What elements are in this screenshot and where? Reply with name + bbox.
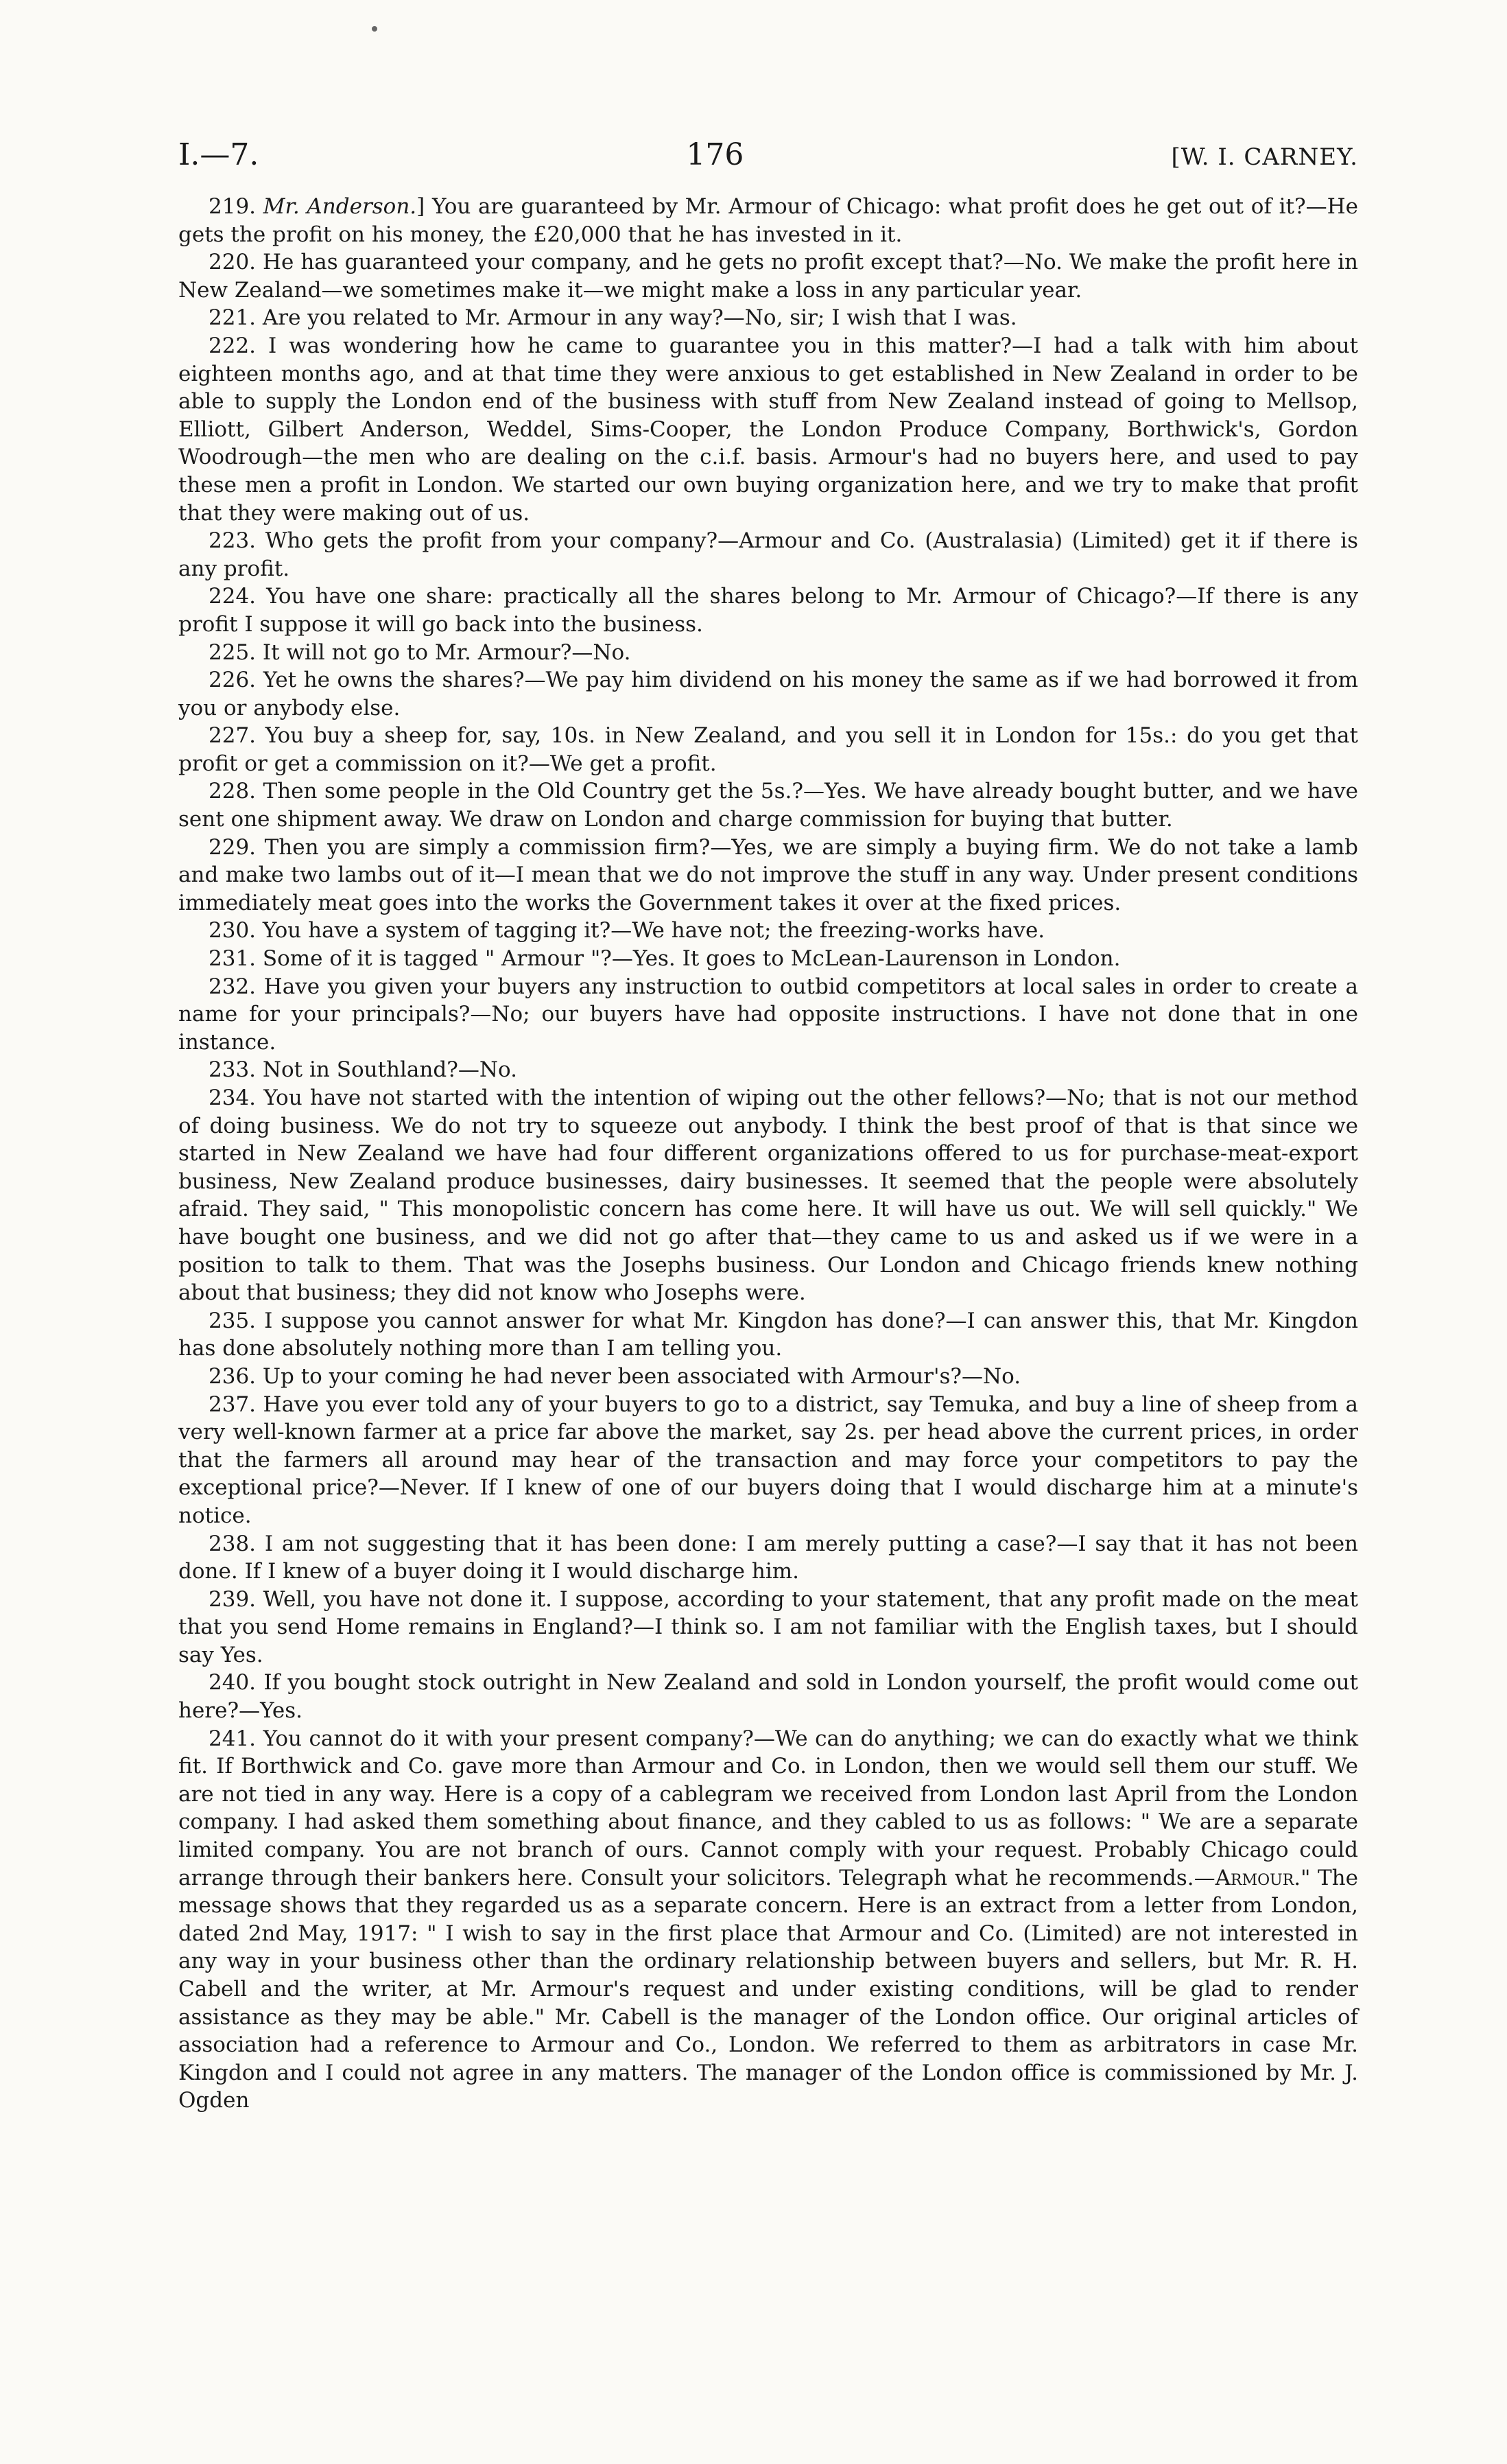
paragraph-228: 228. Then some people in the Old Country get the 5s.?—Yes. We have already bought butter, and we have sent one shipment away. We draw on London and charge commission for buying that butter. <box>178 779 1358 832</box>
paragraph-220: 220. He has guaranteed your company, and he gets no profit except that?—No. We make the profit here in New Zealand—we sometimes make it—we might make a loss in any particular year. <box>178 250 1358 303</box>
paragraph-238: 238. I am not suggesting that it has been done: I am merely putting a case?—I say that it has not been done. If I knew of a buyer doing it I would discharge him. <box>178 1531 1358 1584</box>
paragraph-239: 239. Well, you have not done it. I suppose, according to your statement, that any profit made on the meat that you send Home remains in England?—I think so. I am not familiar with the English taxes, but I should say Yes. <box>178 1586 1358 1667</box>
page-number: 176 <box>686 137 744 172</box>
paragraph-231: 231. Some of it is tagged " Armour "?—Yes. It goes to McLean-Laurenson in London. <box>209 946 1121 972</box>
paragraph-237: 237. Have you ever told any of your buyers to go to a district, say Temuka, and buy a line of sheep from a very well-known farmer at a price far above the market, say 2s. per head above the current prices, in order that the farmers all around may hear of the transaction and may force your competitors to pay the exceptional price?—Never. If I knew of one of our buyers doing that I would discharge him at a minute's notice. <box>178 1392 1358 1528</box>
testimony-body <box>178 193 1358 2115</box>
paragraph-240: 240. If you bought stock outright in New Zealand and sold in London yourself, the profit would come out here?—Yes. <box>178 1670 1358 1724</box>
speaker-name: Mr. Anderson. <box>263 194 417 219</box>
paragraph-241 <box>178 1725 1358 2115</box>
paragraph-227: 227. You buy a sheep for, say, 10s. in New Zealand, and you sell it in London for 15s.: do you get that profit or get a commission on it?—We get a profit. <box>178 723 1358 776</box>
paragraph-221: 221. Are you related to Mr. Armour in any way?—No, sir; I wish that I was. <box>209 305 1017 331</box>
page-header <box>178 137 1358 172</box>
paragraph-text: ] You are guaranteed by Mr. Armour of Chicago: what profit does he get out of it?—He gets the profit on his money, the £20,000 that he has invested in it. <box>178 194 1358 247</box>
paragraph-236: 236. Up to your coming he had never been associated with Armour's?—No. <box>209 1363 1021 1389</box>
stray-ink-mark <box>372 26 377 32</box>
question-number: 219. <box>209 194 263 219</box>
paragraph-234: 234. You have not started with the intention of wiping out the other fellows?—No; that is not our method of doing business. We do not try to squeeze out anybody. I think the best proof of that is that since we started in New Zealand we have had four different organizations offered to us for purchase-meat-export business, New Zealand produce businesses, dairy businesses. It seemed that the people were absolutely afraid. They said, " This monopolistic concern has come here. It will have us out. We will sell quickly." We have bought one business, and we did not go after that—they came to us and asked us if we were in a position to talk to them. That was the Josephs business. Our London and Chicago friends knew nothing about that business; they did not know who Josephs were. <box>178 1086 1358 1306</box>
document-page <box>178 137 1358 2115</box>
paragraph-226: 226. Yet he owns the shares?—We pay him dividend on his money the same as if we had borrowed it from you or anybody else. <box>178 668 1358 720</box>
paragraph-text-lead: 241. You cannot do it with your present company?—We can do anything; we can do exactly what we think fit. If Borthwick and Co. gave more than Armour and Co. in London, then we would sell them our stuff. We are not tied in any way. Here is a copy of a cablegram we received from London last April from the London company. I had asked them something about finance, and they cabled to us as follows: " We are a separate limited company. You are not branch of ours. Cannot comply with your request. Probably Chicago could arrange through their bankers here. Consult your solicitors. Telegraph what he recommends.— <box>178 1726 1358 1890</box>
paragraph-230: 230. You have a system of tagging it?—We have not; the freezing-works have. <box>209 918 1045 943</box>
paragraph-text: ." The message shows that they regarded us as a separate concern. Here is an extract from a letter from London, dated 2nd May, 1917: " I wish to say in the first place that Armour and Co. (Limited) are not interested in any way in your business other than the ordinary relationship between buyers and sellers, but Mr. R. H. Cabell and the writer, at Mr. Armour's request and under existing conditions, will be glad to render assistance as they may be able." Mr. Cabell is the manager of the London office. Our original articles of association had a reference to Armour and Co., London. We referred to them as arbitrators in case Mr. Kingdon and I could not agree in any matters. The manager of the London office is commissioned by Mr. J. Ogden <box>178 1865 1358 2113</box>
paragraph-232: 232. Have you given your buyers any instruction to outbid competitors at local sales in order to create a name for your principals?—No; our buyers have had opposite instructions. I have not done that in one instance. <box>178 974 1358 1055</box>
paragraph-219 <box>178 193 1358 248</box>
witness-name: [W. I. CARNEY. <box>1171 143 1358 171</box>
paragraph-224: 224. You have one share: practically all the shares belong to Mr. Armour of Chicago?—If there is any profit I suppose it will go back into the business. <box>178 584 1358 637</box>
paragraph-223: 223. Who gets the profit from your company?—Armour and Co. (Australasia) (Limited) get it if there is any profit. <box>178 528 1358 581</box>
paragraph-229: 229. Then you are simply a commission firm?—Yes, we are simply a buying firm. We do not take a lamb and make two lambs out of it—I mean that we do not improve the stuff in any way. Under present conditions immediately meat goes into the works the Government takes it over at the fixed prices. <box>178 834 1358 915</box>
cable-signature: Armour <box>1215 1865 1294 1890</box>
document-reference: I.—7. <box>178 137 259 172</box>
paragraph-222: 222. I was wondering how he came to guarantee you in this matter?—I had a talk with him about eighteen months ago, and at that time they were anxious to get established in New Zealand in order to be able to supply the London end of the business with stuff from New Zealand instead of going to Mellsop, Elliott, Gilbert Anderson, Weddel, Sims-Cooper, the London Produce Company, Borthwick's, Gordon Woodrough—the men who are dealing on the c.i.f. basis. Armour's had no buyers here, and used to pay these men a profit in London. We started our own buying organization here, and we try to make that profit that they were making out of us. <box>178 333 1358 526</box>
paragraph-225: 225. It will not go to Mr. Armour?—No. <box>209 640 631 665</box>
paragraph-233: 233. Not in Southland?—No. <box>209 1057 517 1083</box>
paragraph-235: 235. I suppose you cannot answer for what Mr. Kingdon has done?—I can answer this, that Mr. Kingdon has done absolutely nothing more than I am telling you. <box>178 1308 1358 1361</box>
